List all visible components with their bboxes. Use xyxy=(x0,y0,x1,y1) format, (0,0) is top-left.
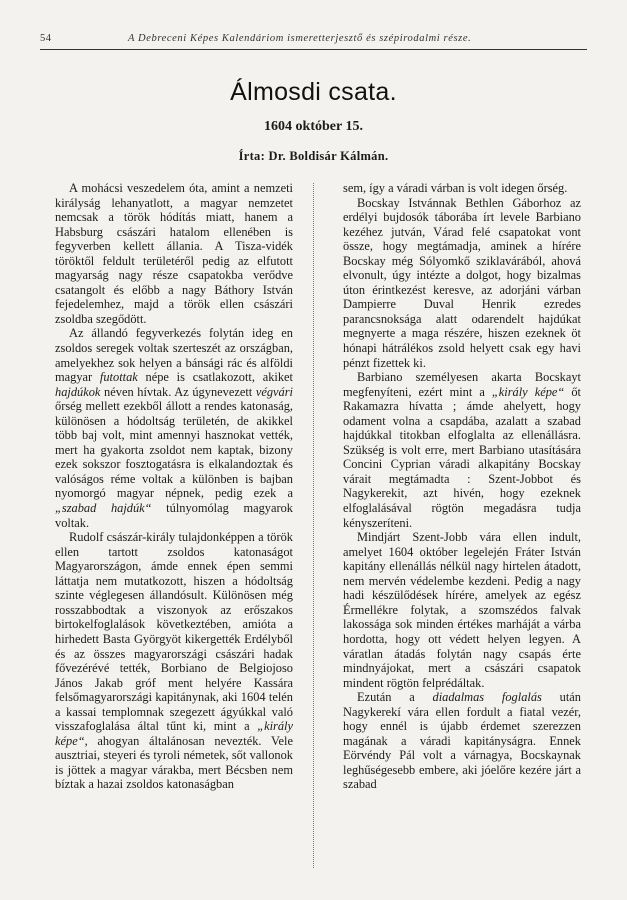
right-column xyxy=(343,181,581,792)
paragraph: Rudolf császár-király tulajdonképpen a török ellen tartott zsoldos katonaságot Magyarországon, ámde ennek épen semmi láttatja nem mutatkozott, hiszen a hódoltság szinte véglegesen állandósult. Különösen még rosszabbodtak a viszonyok az erőszakos birtokelfoglalások következtében, amióta a hirhedett Basta Györgyöt kikergették Erdélyből és az összes magyarországi császári hadak fővezérévé tették, Borbiano de Belgiojoso János Jakab gróf ment helyére Kassára felsőmagyarországi kapitánynak, aki 1604 telén a kassai templomnak szegezett ágyúkkal való visszafoglalása által tűnt ki, mint a „király képe“, ahogyan általánosan nevezték. Vele ausztriai, steyeri és tyroli németek, sőt vallonok is jöttek a magyar várakba, mert Bécsben nem bíztak a hazai zsoldos katonaságban xyxy=(55,530,293,792)
paragraph: sem, így a váradi várban is volt idegen őrség. xyxy=(343,181,568,195)
paragraph: A mohácsi veszedelem óta, amint a nemzeti királyság lehanyatlott, a magyar nemzetet nemcsak a török hódítás miatt, hanem a Habsburg császári hatalom ellenében is fegyverben kellett állania. A Tisza-vidék töröktől feldult területéről pedig az elfutott magyarság nagy része csapatokba verődve csatangolt és előbb a nagy Báthory István fejedelemhez, majd a török ellen császári zsoldba szegődött. xyxy=(55,181,293,326)
left-column xyxy=(55,181,293,792)
running-header xyxy=(40,33,587,50)
article-author: Írta: Dr. Boldisár Kálmán. xyxy=(238,149,389,163)
paragraph: Bocskay Istvánnak Bethlen Gáborhoz az erdélyi bujdosók táborába írt levele Barbiano kezéhez jutván, Várad felé csapatokat vont össze, hogy megtámadja, aminek a hírére Bocskay még Sólyomkő sziklavárából, ahová elvonult, úgy intézte a dolgot, hogy bizalmas úton érintkezést keresve, az adorjáni várban Dampierre Duval Henrik ezredes parancsnoksága alatt odarendelt hajdúkat megnyerte a maga részére, hiszen ezeknek öt hónapi hátrálékos zsold helyett csak egy havi pénzt fizettek ki. xyxy=(343,195,581,370)
article-date: 1604 október 15. xyxy=(264,119,363,134)
page-number: 54 xyxy=(40,33,52,44)
paragraph: Mindjárt Szent-Jobb vára ellen indult, amelyet 1604 október legelején Fráter István kapitány ellenállás nélkül nagy hirtelen átadott, nem mervén védelembe kezdeni. Pedig a nagy hadi készülődések hírére, amelyek az egész Érmellékre folytak, a szomszédos falvak lakossága sok minden értékes marháját a várba hordotta, hogy ott védett helyen legyen. A váratlan átadás folytán nagy csapás érte mindnyájokat, mert a császári csapatok mindent rögtön felprédáltak. xyxy=(343,530,581,690)
article-title: Álmosdi csata. xyxy=(230,78,397,106)
paragraph: Barbiano személyesen akarta Bocskayt megfenyíteni, ezért mint a „király képe“ őt Rakamazra hívatta ; ámde ahelyett, hogy odament volna a csapdába, azalatt a szabad hajdúkkal titokban elfoglalta az ellenállásra. Szükség is volt erre, mert Barbiano utasítására Concini Cyprian váradi alkapitány Bocskay várait megtámadta : Szent-Jobbot és Nagykerekit, azt hivén, hogy ezeknek elfoglalásával rögtön megadásra tudja kényszeríteni. xyxy=(343,370,581,530)
paragraph: Ezután a diadalmas foglalás után Nagykerekí vára ellen fordult a fiatal vezér, hogy ennél is újabb érdemet szerezzen magának a váradi kapitányságra. Ennek Eörvéndy Pál volt a várnagya, Bocskaynak leghűségesebb embere, aki jóelőre kezére járt a szabad xyxy=(343,690,581,792)
paragraph: Az állandó fegyverkezés folytán ideg en zsoldos seregek voltak szerteszét az országban, amelyekhez sok helyen a bánsági rác és alföldi magyar futottak népe is csatlakozott, akiket hajdúkok néven hívtak. Az úgynevezett végvári őrség mellett ezekből állott a rendes katonaság, különösen a hódoltság területén, de akikkel több baj volt, mint amennyi hasznokat vették, mert ha gyakorta zsoldot nem kaptak, bizony ezek sokszor fosztogatásra is elkalandoztak és valóságos réme voltak a különben is bajban nyomorgó magyar népnek, pedig ezek a „szabad hajdúk“ túlnyomólag magyarok voltak. xyxy=(55,326,293,530)
running-title: A Debreceni Képes Kalendáriom ismeretterjesztő és szépirodalmi része. xyxy=(128,33,472,44)
column-divider xyxy=(313,183,314,868)
